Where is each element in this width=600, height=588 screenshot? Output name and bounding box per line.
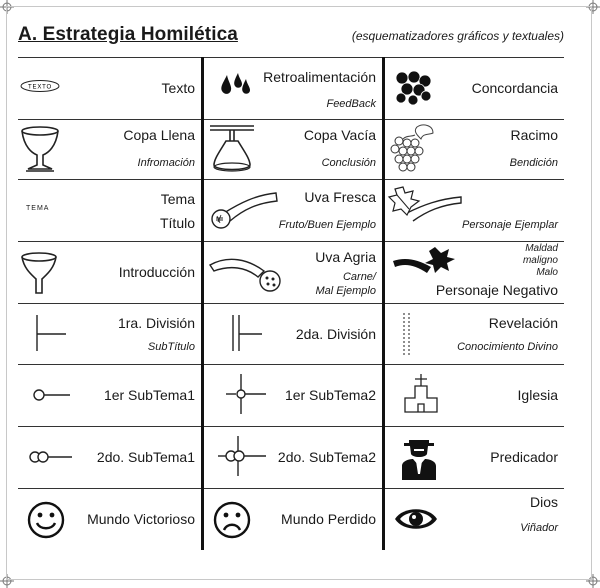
texto-oval-icon bbox=[20, 79, 60, 93]
cell-2da-division bbox=[204, 303, 382, 364]
cell-iglesia bbox=[385, 364, 564, 426]
symbol-label: Racimo bbox=[510, 127, 558, 143]
drops-icon bbox=[218, 71, 254, 99]
smiley-icon bbox=[26, 500, 66, 540]
symbol-label: Mundo Victorioso bbox=[87, 511, 195, 527]
symbol-label: Mundo Perdido bbox=[281, 511, 376, 527]
symbol-sublabel: Personaje Ejemplar bbox=[462, 219, 558, 231]
symbol-label: Copa Llena bbox=[123, 127, 195, 143]
dotted-lines-icon bbox=[401, 313, 413, 355]
cell-personaje-ejemplar bbox=[385, 179, 564, 241]
symbol-sublabel: Infromación bbox=[137, 157, 195, 169]
symbol-label: Tema bbox=[160, 191, 195, 207]
division1-icon bbox=[34, 315, 68, 351]
cell-2do-subtema2 bbox=[204, 426, 382, 488]
subtema2-icon bbox=[224, 374, 268, 414]
division2-icon bbox=[230, 315, 264, 351]
cell-2do-subtema1 bbox=[18, 426, 201, 488]
symbol-label: Copa Vacía bbox=[303, 127, 376, 143]
header bbox=[18, 22, 564, 54]
symbol-label: Revelación bbox=[488, 315, 558, 331]
bunch-icon bbox=[387, 121, 439, 177]
symbol-label: Dios bbox=[529, 494, 558, 510]
tema-text-icon: TEMA bbox=[26, 205, 50, 212]
cell-copa-vacia bbox=[204, 119, 382, 179]
cell-dios bbox=[385, 488, 564, 550]
eye-icon bbox=[393, 504, 439, 534]
cell-tema bbox=[18, 179, 201, 241]
cell-predicador bbox=[385, 426, 564, 488]
symbol-label: Iglesia bbox=[517, 387, 558, 403]
symbol-label: Uva Agria bbox=[315, 249, 376, 265]
symbol-label: Retroalimentación bbox=[263, 69, 376, 85]
cell-retroalimentacion bbox=[204, 57, 382, 119]
symbol-label: Predicador bbox=[490, 449, 558, 465]
dark-branch-icon bbox=[391, 245, 457, 279]
symbol-label: 2do. SubTema2 bbox=[277, 449, 376, 465]
page-title: A. Estrategia Homilética bbox=[18, 24, 238, 45]
symbol-label: Concordancia bbox=[471, 80, 558, 96]
cell-uva-agria bbox=[204, 241, 382, 303]
symbol-sublabel: Viñador bbox=[520, 522, 558, 534]
cell-1ra-division bbox=[18, 303, 201, 364]
preacher-icon bbox=[399, 434, 439, 480]
cell-racimo bbox=[385, 119, 564, 179]
cell-personaje-negativo bbox=[385, 241, 564, 303]
symbol-table bbox=[18, 57, 564, 550]
symbol-sublabel: SubTítulo bbox=[147, 341, 195, 353]
symbol-label: Personaje Negativo bbox=[435, 282, 558, 298]
top-line-2: maligno bbox=[522, 255, 558, 266]
symbol-label: 1ra. División bbox=[117, 315, 195, 331]
symbol-sublabel: FeedBack bbox=[326, 98, 376, 110]
symbol-label: 1er SubTema1 bbox=[103, 387, 195, 403]
cell-mundo-perdido bbox=[204, 488, 382, 550]
vine-branch-icon bbox=[387, 183, 465, 227]
symbol-label: Texto bbox=[161, 80, 195, 96]
symbol-label: 2do. SubTema1 bbox=[96, 449, 195, 465]
subtema1-icon bbox=[32, 388, 72, 402]
fresh-grape-icon bbox=[206, 187, 286, 233]
top-line-1: Maldad bbox=[525, 243, 558, 254]
symbol-sublabel: Bendición bbox=[509, 157, 558, 169]
empty-cup-icon bbox=[208, 123, 256, 175]
cell-revelacion bbox=[385, 303, 564, 364]
symbol-label: Introducción bbox=[118, 264, 195, 280]
symbol-label: Uva Fresca bbox=[304, 189, 376, 205]
sad-face-icon bbox=[212, 500, 252, 540]
page-subtitle: (esquematizadores gráficos y textuales) bbox=[351, 29, 564, 43]
symbol-sublabel: Fruto/Buen Ejemplo bbox=[278, 219, 376, 231]
double-circle2-icon bbox=[216, 436, 268, 476]
sour-grape-icon bbox=[208, 249, 290, 299]
cell-1er-subtema1 bbox=[18, 364, 201, 426]
cell-uva-fresca bbox=[204, 179, 382, 241]
symbol-label: 2da. División bbox=[295, 325, 376, 342]
cell-concordancia bbox=[385, 57, 564, 119]
symbol-sublabel: Conocimiento Divino bbox=[457, 341, 558, 353]
cell-introduccion bbox=[18, 241, 201, 303]
symbol-sublabel: Conclusión bbox=[321, 157, 376, 169]
symbol-label: 1er SubTema2 bbox=[284, 387, 376, 403]
cell-copa-llena bbox=[18, 119, 201, 179]
symbol-sublabel: Carne/ bbox=[342, 271, 376, 283]
top-line-3: Malo bbox=[536, 267, 558, 278]
cell-1er-subtema2 bbox=[204, 364, 382, 426]
church-icon bbox=[401, 372, 441, 418]
cell-texto bbox=[18, 57, 201, 119]
cell-mundo-victorioso bbox=[18, 488, 201, 550]
symbol-label-2: Título bbox=[159, 215, 195, 231]
symbol-sublabel-2: Mal Ejemplo bbox=[315, 285, 376, 297]
grape-cluster-icon bbox=[393, 69, 433, 107]
funnel-icon bbox=[20, 251, 58, 295]
svg-text:TEXTO: TEXTO bbox=[28, 84, 52, 91]
double-circle1-icon bbox=[28, 450, 74, 464]
full-cup-icon bbox=[20, 125, 60, 173]
